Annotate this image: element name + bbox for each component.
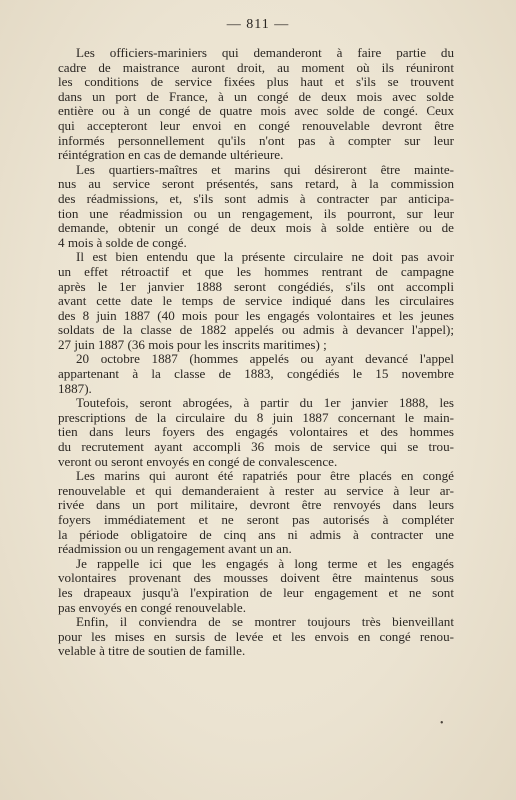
text-line: les drapeaux jusqu'à l'expiration de leur engagement et ne sont — [58, 585, 454, 600]
text-line: veront ou seront envoyés en congé de convalescence. — [58, 454, 338, 469]
text-line: 4 mois à solde de congé. — [58, 235, 187, 250]
text-line: après le 1er janvier 1888 seront congédiés, s'ils ont accompli — [58, 279, 454, 294]
text-line: pas envoyés en congé renouvelable. — [58, 600, 246, 615]
paragraph — [58, 615, 454, 659]
paragraph — [58, 557, 454, 615]
text-line: renouvelable et qui demanderaient à rester au service à leur ar- — [58, 483, 454, 498]
text-line: foyers immédiatement et ne seront pas autorisés à compléter — [58, 513, 454, 527]
text-line: réintégration en cas de demande ultérieure. — [58, 148, 284, 163]
text-line: informés personnellement qu'ils n'ont pas à compter sur leur — [58, 133, 454, 148]
text-line: 20 octobre 1887 (hommes appelés ou ayant devancé l'appel — [76, 352, 454, 367]
paragraph — [58, 46, 454, 163]
text-line: pour les mises en sursis de levée et les envois en congé renou- — [58, 629, 454, 644]
text-line: velable à titre de soutien de famille. — [58, 644, 246, 659]
text-line: Les quartiers-maîtres et marins qui désireront être mainte- — [76, 162, 454, 177]
text-line: dans un port de France, à un congé de deux mois avec solde — [58, 89, 454, 104]
text-line: la période obligatoire de cinq ans ni admis à contracter une — [58, 527, 454, 542]
text-line: tion une réadmission ou un rengagement, ils pourront, sur leur — [58, 206, 454, 221]
text-line: Toutefois, seront abrogées, à partir du 1er janvier 1888, les — [76, 396, 454, 411]
text-line: un effet rétroactif et que les hommes rentrant de campagne — [58, 264, 454, 279]
page-number: — 811 — — [226, 17, 290, 32]
text-line: volontaires provenant des mousses doivent être maintenus sous — [58, 571, 454, 586]
text-line: du recrutement ayant accompli 36 mois de service qui se trou- — [58, 440, 454, 455]
text-line: des réadmissions, et, s'ils sont admis à contracter par anticipa- — [58, 191, 454, 206]
paragraph — [58, 250, 454, 352]
text-line: qui accepteront leur envoi en congé renouvelable devront être — [58, 118, 454, 133]
text-line: réadmission ou un rengagement avant un an. — [58, 542, 292, 557]
paragraph — [58, 352, 454, 396]
text-line: tien dans leurs foyers des engagés volontaires et des hommes — [58, 425, 454, 440]
text-line: Je rappelle ici que les engagés à long terme et les engagés — [76, 556, 454, 571]
paper-speck: • — [440, 718, 444, 729]
text-line: Enfin, il conviendra de se montrer toujours très bienveillant — [76, 615, 454, 630]
text-line: prescriptions de la circulaire du 8 juin 1887 concernant le main- — [58, 410, 454, 425]
text-line: des 8 juin 1887 (40 mois pour les engagés volontaires et les jeunes — [58, 308, 454, 323]
paragraph — [58, 469, 454, 557]
text-line: rivée dans un port militaire, devront être renvoyés dans leurs — [58, 498, 454, 513]
text-line: 27 juin 1887 (36 mois pour les inscrits maritimes) ; — [58, 337, 327, 352]
text-line: entière ou à un congé de quatre mois avec solde de congé. Ceux — [58, 104, 454, 119]
paragraph — [58, 396, 454, 469]
text-line: demande, obtenir un congé de deux mois à solde entière ou de — [58, 221, 454, 236]
text-line: appartenant à la classe de 1883, congédiés le 15 novembre — [58, 367, 454, 382]
text-line: 1887). — [58, 381, 92, 396]
text-line: Les marins qui auront été rapatriés pour être placés en congé — [76, 469, 454, 484]
text-line: Il est bien entendu que la présente circulaire ne doit pas avoir — [76, 250, 454, 265]
text-line: soldats de la classe de 1882 appelés ou admis à devancer l'appel); — [58, 323, 454, 338]
text-line: nus au service seront présentés, sans retard, à la commission — [58, 177, 454, 192]
text-line: avant cette date le temps de service indiqué dans les circulaires — [58, 294, 454, 309]
text-line: cadre de maistrance auront droit, au moment où ils réuniront — [58, 60, 454, 75]
body-text — [58, 46, 454, 659]
paragraph — [58, 163, 454, 251]
text-line: les conditions de service fixées plus haut et s'ils se trouvent — [58, 75, 454, 90]
text-line: Les officiers-mariniers qui demanderont à faire partie du — [76, 46, 454, 60]
